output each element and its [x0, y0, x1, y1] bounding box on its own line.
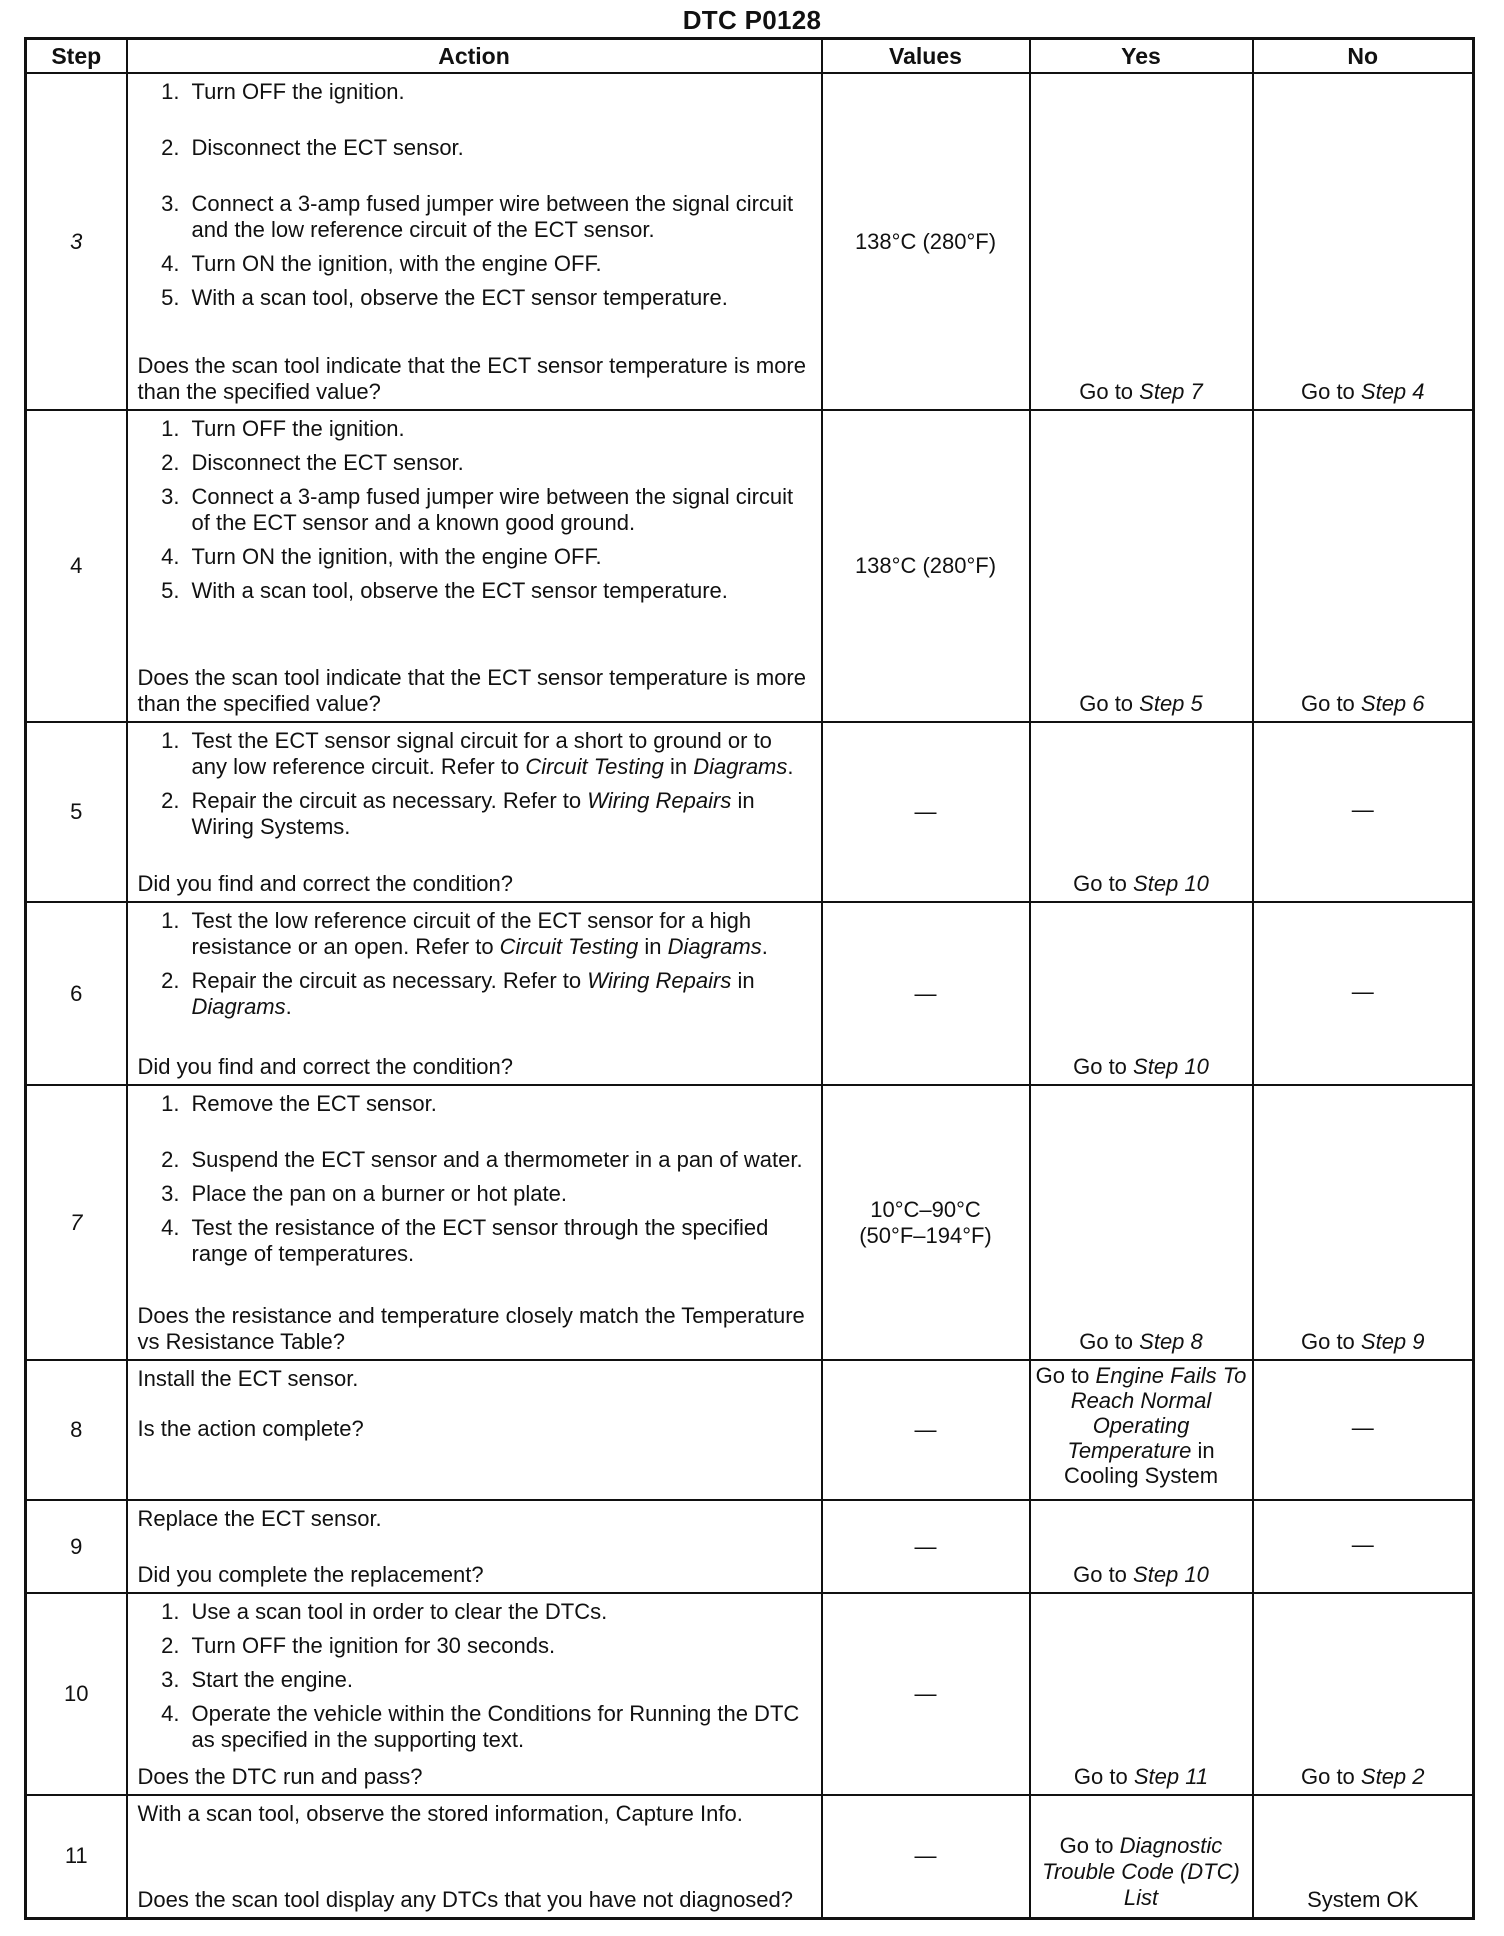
table-row	[26, 73, 1474, 410]
question-text: Does the DTC run and pass?	[137, 1764, 423, 1789]
header-action: Action	[127, 39, 822, 74]
list-item: 5. With a scan tool, observe the ECT sensor temperature.	[161, 578, 728, 603]
no-cell: Go to Step 9	[1253, 1085, 1474, 1360]
step-number: 5	[26, 722, 127, 902]
action-cell	[127, 1085, 822, 1360]
question-text: Is the action complete?	[137, 1416, 364, 1441]
no-cell: —	[1253, 902, 1474, 1085]
yes-cell: Go to Step 10	[1030, 902, 1253, 1085]
list-item: 2. Suspend the ECT sensor and a thermometer in a pan of water.	[161, 1147, 803, 1172]
table-row	[26, 722, 1474, 902]
page-title: DTC P0128	[682, 5, 822, 35]
question-text: Did you find and correct the condition?	[137, 871, 513, 896]
value-cell: —	[822, 1795, 1030, 1918]
value-cell: —	[822, 1360, 1030, 1500]
value-cell: —	[822, 722, 1030, 902]
action-cell	[127, 722, 822, 902]
step-number: 7	[26, 1085, 127, 1360]
yes-cell: Go to Diagnostic Trouble Code (DTC) List	[1030, 1795, 1253, 1918]
question-text: Does the scan tool indicate that the ECT sensor temperature is more than the specified value?	[137, 665, 806, 716]
list-item: 3. Start the engine.	[161, 1667, 353, 1692]
header-yes: Yes	[1030, 39, 1253, 74]
value-cell	[822, 1085, 1030, 1360]
value-cell: —	[822, 1593, 1030, 1795]
question-text: Does the resistance and temperature closely match the Temperature vs Resistance Table?	[137, 1303, 805, 1354]
list-item: 5. With a scan tool, observe the ECT sensor temperature.	[161, 285, 728, 310]
no-cell: —	[1253, 722, 1474, 902]
list-item: 1. Test the ECT sensor signal circuit for a short to ground or to any low reference circuit. Refer to Circuit Testing in Diagrams.	[161, 728, 794, 779]
list-item: 4. Test the resistance of the ECT sensor through the specified range of temperatures.	[161, 1215, 769, 1266]
yes-cell: Go to Step 5	[1030, 410, 1253, 722]
no-cell: —	[1253, 1360, 1474, 1500]
table-row	[26, 410, 1474, 722]
step-number: 6	[26, 902, 127, 1085]
header-step: Step	[26, 39, 127, 74]
yes-cell: Go to Engine Fails To Reach Normal Operating Temperature in Cooling System	[1030, 1360, 1253, 1500]
list-item: 4. Operate the vehicle within the Conditions for Running the DTC as specified in the supporting text.	[161, 1701, 800, 1752]
step-number: 4	[26, 410, 127, 722]
header-row	[26, 39, 1474, 74]
action-cell	[127, 73, 822, 410]
step-number: 8	[26, 1360, 127, 1500]
list-item: 2. Repair the circuit as necessary. Refer to Wiring Repairs in Diagrams.	[161, 968, 755, 1019]
list-item: 2. Turn OFF the ignition for 30 seconds.	[161, 1633, 556, 1658]
list-item: 2. Repair the circuit as necessary. Refer to Wiring Repairs in Wiring Systems.	[161, 788, 755, 839]
yes-cell: Go to Step 10	[1030, 1500, 1253, 1593]
list-item: 2. Disconnect the ECT sensor.	[161, 450, 464, 475]
table-row	[26, 1500, 1474, 1593]
list-item: 1. Turn OFF the ignition.	[161, 416, 405, 441]
table-row	[26, 1593, 1474, 1795]
step-number: 9	[26, 1500, 127, 1593]
no-cell: —	[1253, 1500, 1474, 1593]
table-row	[26, 1085, 1474, 1360]
question-text: Did you find and correct the condition?	[137, 1054, 513, 1079]
action-cell	[127, 1593, 822, 1795]
action-cell	[127, 902, 822, 1085]
action-cell	[127, 1500, 822, 1593]
step-number: 3	[26, 73, 127, 410]
value-range-celsius: 10°C–90°C	[870, 1196, 981, 1222]
list-item: 3. Connect a 3-amp fused jumper wire between the signal circuit of the ECT sensor and a known good ground.	[161, 484, 794, 535]
value-cell: 138°C (280°F)	[822, 73, 1030, 410]
list-item: 3. Place the pan on a burner or hot plate.	[161, 1181, 567, 1206]
no-cell: Go to Step 2	[1253, 1593, 1474, 1795]
value-cell: 138°C (280°F)	[822, 410, 1030, 722]
list-item: 1. Use a scan tool in order to clear the DTCs.	[161, 1599, 608, 1624]
header-values: Values	[822, 39, 1030, 74]
yes-cell: Go to Step 10	[1030, 722, 1253, 902]
yes-cell: Go to Step 8	[1030, 1085, 1253, 1360]
value-cell: —	[822, 1500, 1030, 1593]
value-cell: —	[822, 902, 1030, 1085]
step-number: 11	[26, 1795, 127, 1918]
action-text: With a scan tool, observe the stored information, Capture Info.	[137, 1801, 743, 1826]
list-item: 3. Connect a 3-amp fused jumper wire between the signal circuit and the low reference circuit of the ECT sensor.	[161, 191, 794, 242]
value-range-fahrenheit: (50°F–194°F)	[859, 1222, 992, 1248]
no-cell: System OK	[1253, 1795, 1474, 1918]
table-row	[26, 1360, 1474, 1500]
list-item: 1. Turn OFF the ignition.	[161, 79, 405, 104]
table-row	[26, 1795, 1474, 1918]
yes-cell: Go to Step 7	[1030, 73, 1253, 410]
list-item: 1. Test the low reference circuit of the ECT sensor for a high resistance or an open. Refer to Circuit Testing in Diagrams.	[161, 908, 768, 959]
action-cell	[127, 1360, 822, 1500]
step-number: 10	[26, 1593, 127, 1795]
question-text: Did you complete the replacement?	[137, 1562, 484, 1587]
list-item: 4. Turn ON the ignition, with the engine OFF.	[161, 544, 602, 569]
list-item: 4. Turn ON the ignition, with the engine OFF.	[161, 251, 602, 276]
list-item: 2. Disconnect the ECT sensor.	[161, 135, 464, 160]
no-cell: Go to Step 4	[1253, 73, 1474, 410]
question-text: Does the scan tool display any DTCs that you have not diagnosed?	[137, 1886, 794, 1912]
list-item: 1. Remove the ECT sensor.	[161, 1091, 437, 1116]
action-cell	[127, 1795, 822, 1918]
diagnostic-table	[24, 37, 1475, 1920]
action-cell	[127, 410, 822, 722]
yes-cell: Go to Step 11	[1030, 1593, 1253, 1795]
action-text: Replace the ECT sensor.	[137, 1506, 382, 1531]
action-text: Install the ECT sensor.	[137, 1366, 359, 1391]
table-row	[26, 902, 1474, 1085]
no-cell: Go to Step 6	[1253, 410, 1474, 722]
question-text: Does the scan tool indicate that the ECT sensor temperature is more than the specified value?	[137, 353, 806, 404]
header-no: No	[1253, 39, 1474, 74]
